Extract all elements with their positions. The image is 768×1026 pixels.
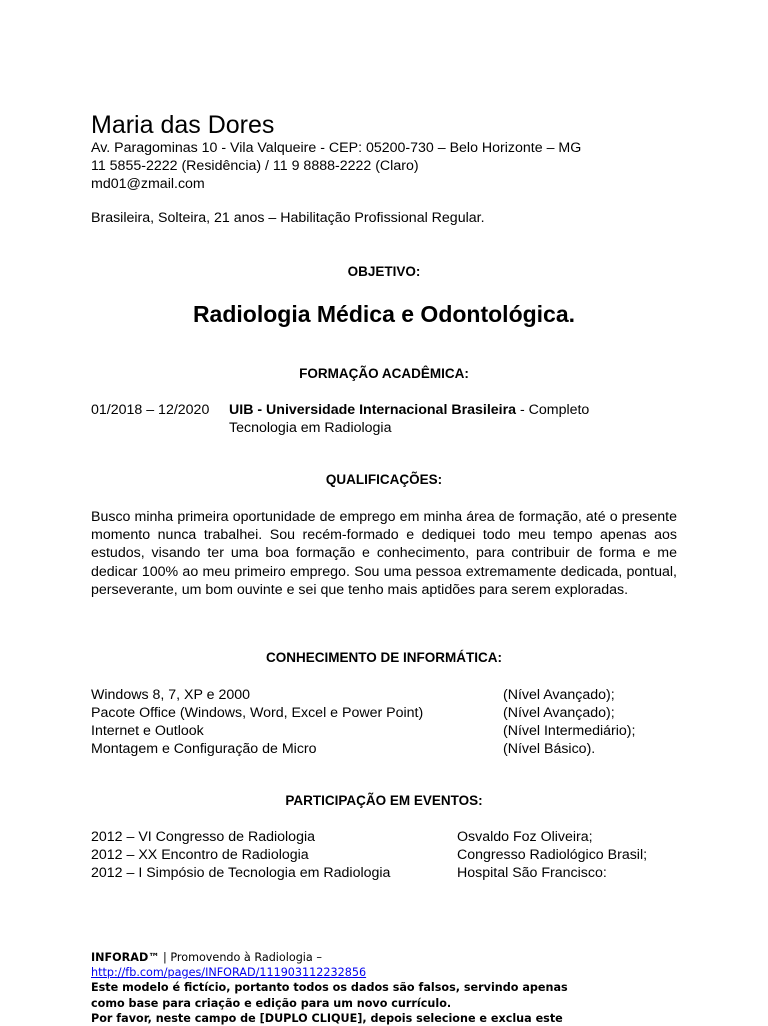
event-name: 2012 – I Simpósio de Tecnologia em Radiologia <box>91 865 391 881</box>
email-line: md01@zmail.com <box>91 176 205 192</box>
event-place: Congresso Radiológico Brasil; <box>457 847 648 863</box>
footer-brand-line <box>91 950 681 965</box>
qualifications-text: Busco minha primeira oportunidade de emprego em minha área de formação, até o presente momento nunca trabalhei. Sou recém-formado e dediquei todo meu tempo apenas aos estudos, visando ter uma boa formação e conhecimento, para contribuir de forma e me dedicar 100% ao meu primeiro emprego. Sou uma pessoa extremamente dedicada, pontual, perseverante, um bom ouvinte e sei que tenho mais aptidões para serem exploradas. <box>91 509 677 598</box>
computing-skill: Pacote Office (Windows, Word, Excel e Power Point) <box>91 705 424 721</box>
footer-disclaimer-1: Este modelo é fictício, portanto todos os dados são falsos, servindo apenas <box>91 981 568 995</box>
footer-link-line <box>91 965 681 980</box>
education-institution: UIB - Universidade Internacional Brasileira <box>229 402 516 418</box>
computing-skill: Montagem e Configuração de Micro <box>91 741 317 757</box>
address-line: Av. Paragominas 10 - Vila Valqueire - CEP: 05200-730 – Belo Horizonte – MG <box>91 140 582 156</box>
event-place: Osvaldo Foz Oliveira; <box>457 829 593 845</box>
computing-level: (Nível Básico). <box>503 741 596 757</box>
objective-heading: OBJETIVO: <box>347 264 421 279</box>
computing-level: (Nível Avançado); <box>503 687 615 703</box>
personal-info-line: Brasileira, Solteira, 21 anos – Habilitação Profissional Regular. <box>91 210 485 226</box>
education-entry <box>229 401 589 419</box>
footer-disclaimer-2: como base para criação e edição para um novo currículo. <box>91 996 452 1010</box>
computing-level: (Nível Intermediário); <box>503 723 636 739</box>
computing-level: (Nível Avançado); <box>503 705 615 721</box>
phone-line: 11 5855-2222 (Residência) / 11 9 8888-2222 (Claro) <box>91 158 419 174</box>
footer-tagline: | Promovendo à Radiologia – <box>159 951 322 964</box>
footer-note <box>91 950 681 1026</box>
qualifications-heading: QUALIFICAÇÕES: <box>325 472 443 487</box>
education-status: - Completo <box>516 402 590 418</box>
footer-brand: INFORAD™ <box>91 951 160 964</box>
event-place: Hospital São Francisco: <box>457 865 607 881</box>
computing-skill: Internet e Outlook <box>91 723 204 739</box>
candidate-name: Maria das Dores <box>91 111 275 139</box>
event-name: 2012 – VI Congresso de Radiologia <box>91 829 316 845</box>
footer-link[interactable]: http://fb.com/pages/INFORAD/111903112232856 <box>91 966 367 980</box>
events-heading: PARTICIPAÇÃO EM EVENTOS: <box>285 793 483 808</box>
computing-skill: Windows 8, 7, XP e 2000 <box>91 687 251 703</box>
event-name: 2012 – XX Encontro de Radiologia <box>91 847 309 863</box>
computing-heading: CONHECIMENTO DE INFORMÁTICA: <box>266 650 502 665</box>
objective-text: Radiologia Médica e Odontológica. <box>192 301 576 327</box>
education-period: 01/2018 – 12/2020 <box>91 402 210 418</box>
footer-disclaimer-3: Por favor, neste campo de [DUPLO CLIQUE], depois selecione e exclua este <box>91 1011 563 1025</box>
education-course: Tecnologia em Radiologia <box>229 420 392 436</box>
education-heading: FORMAÇÃO ACADÊMICA: <box>299 366 469 381</box>
